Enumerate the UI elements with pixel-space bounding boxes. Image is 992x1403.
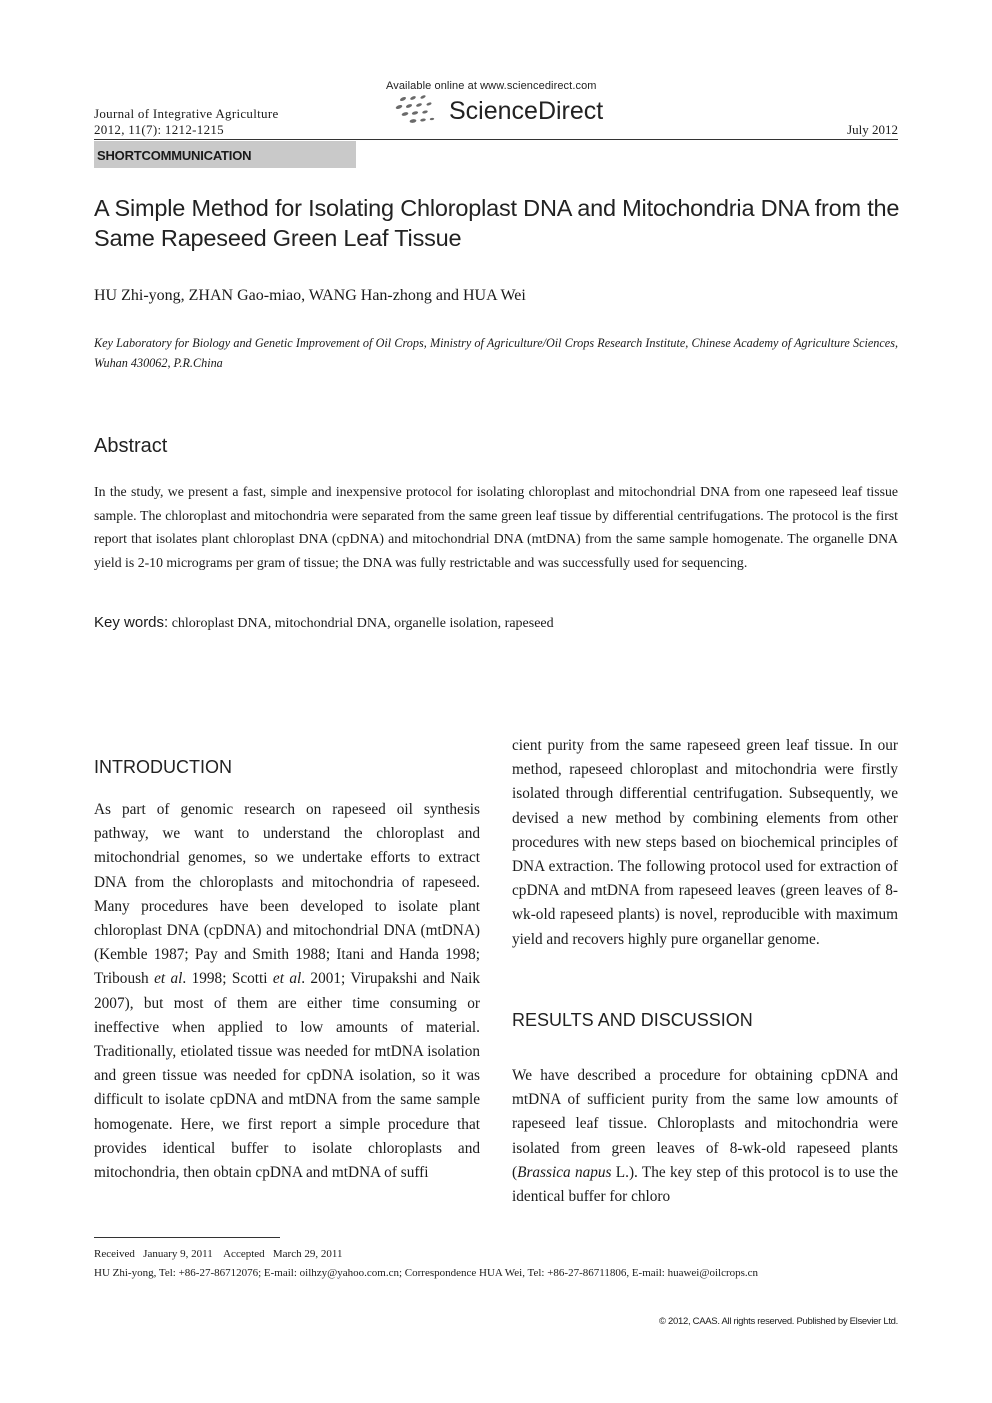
section-label: SHORTCOMMUNICATION (97, 148, 252, 163)
results-heading: RESULTS AND DISCUSSION (512, 1010, 753, 1030)
introduction-heading: INTRODUCTION (94, 757, 232, 777)
journal-info (94, 106, 279, 138)
article-title: A Simple Method for Isolating Chloroplast DNA and Mitochondria DNA from the Same Rapeseed Green Leaf Tissue (94, 195, 900, 251)
received-accepted-dates: Received January 9, 2011 Accepted March 29, 2011 (94, 1248, 343, 1260)
journal-citation: 2012, 11(7): 1212-1215 (94, 122, 224, 137)
copyright-notice: © 2012, CAAS. All rights reserved. Published by Elsevier Ltd. (659, 1316, 898, 1327)
author-affiliation: Key Laboratory for Biology and Genetic Improvement of Oil Crops, Ministry of Agriculture/Oil Crops Research Institute, Chinese Academy of Agriculture Sciences, Wuhan 430062, P.R.China (94, 336, 898, 370)
intro-etal: et al (272, 970, 302, 988)
results-text-part: We have described a procedure for obtaining cpDNA and mtDNA of sufficient purity from the same low amounts of rapeseed leaf tissue. Chloroplasts and mitochondria were isolated from green leaves of 8-wk-old rapeseed plants ( (512, 1067, 898, 1181)
article-authors: HU Zhi-yong, ZHAN Gao-miao, WANG Han-zhong and HUA Wei (94, 287, 526, 304)
footnote (94, 1245, 758, 1283)
intro-text-part: . 1998; Scotti (182, 970, 273, 988)
sciencedirect-logo-text: ScienceDirect (449, 96, 604, 125)
introduction-body (94, 798, 480, 1185)
intro-text-part: . 2001; Virupakshi and Naik 2007), but most of them are either time consuming or ineffective when applied to low amounts of material. Traditionally, etiolated tissue was needed for mtDNA isolation and green tissue was needed for cpDNA isolation, so it was difficult to isolate cpDNA and mtDNA from the same sample homogenate. Here, we first report a simple procedure that provides identical buffer to isolate chloroplasts and mitochondria, then obtain cpDNA and mtDNA of suffi (94, 970, 481, 1182)
journal-name: Journal of Integrative Agriculture (94, 106, 279, 121)
footnote-divider (94, 1237, 280, 1238)
results-text-part: L.). The key step of this protocol is to use the identical buffer for chloro (512, 1163, 898, 1206)
species-name: Brassica napus (517, 1163, 612, 1181)
intro-etal: et al (154, 970, 183, 988)
intro-text-part: As part of genomic research on rapeseed oil synthesis pathway, we want to understand the chloroplast and mitochondrial genomes, so we undertake efforts to extract DNA from the chloroplasts and mitochondria of rapeseed. Many procedures have been developed to isolate plant chloroplast DNA (cpDNA) and mitochondrial DNA (mtDNA) (Kemble 1987; Pay and Smith 1988; Itani and Handa 1998; Triboush (94, 801, 480, 988)
abstract-text: In the study, we present a fast, simple and inexpensive protocol for isolating chloroplast and mitochondrial DNA from one rapeseed leaf tissue sample. The chloroplast and mitochondria were separated from the same green leaf tissue by differential centrifugations. The protocol is the first report that isolates plant chloroplast DNA (cpDNA) and mitochondrial DNA (mtDNA) from the same sample homogenate. The organelle DNA yield is 2-10 micrograms per gram of tissue; the DNA was fully restrictable and was successfully used for sequencing. (94, 484, 898, 571)
sciencedirect-logo-icon (385, 94, 445, 128)
keywords (94, 614, 554, 632)
available-online-text: Available online at www.sciencedirect.com (386, 80, 597, 92)
results-body (512, 1064, 898, 1209)
author-contacts: HU Zhi-yong, Tel: +86-27-86712076; E-mail: oilhzy@yahoo.com.cn; Correspondence HUA Wei, Tel: +86-27-86711806, E-mail: huawei@oilcrops.cn (94, 1267, 759, 1279)
keywords-list: chloroplast DNA, mitochondrial DNA, organelle isolation, rapeseed (171, 616, 554, 631)
abstract-heading: Abstract (94, 435, 168, 457)
introduction-continuation: cient purity from the same rapeseed green leaf tissue. In our method, rapeseed chloroplast and mitochondria were firstly isolated through differential centrifugation. Subsequently, we devised a new method by combining elements from other procedures with new steps based on biochemical principles of DNA extraction. The following protocol used for extraction of cpDNA and mtDNA from rapeseed leaves (green leaves of 8-wk-old rapeseed plants) is novel, reproducible with maximum yield and recovers highly pure organellar genome. (512, 737, 898, 948)
keywords-label: Key words: (94, 614, 169, 631)
sciencedirect-brand[interactable] (385, 80, 635, 128)
header-divider (94, 139, 898, 140)
issue-date: July 2012 (847, 122, 898, 137)
